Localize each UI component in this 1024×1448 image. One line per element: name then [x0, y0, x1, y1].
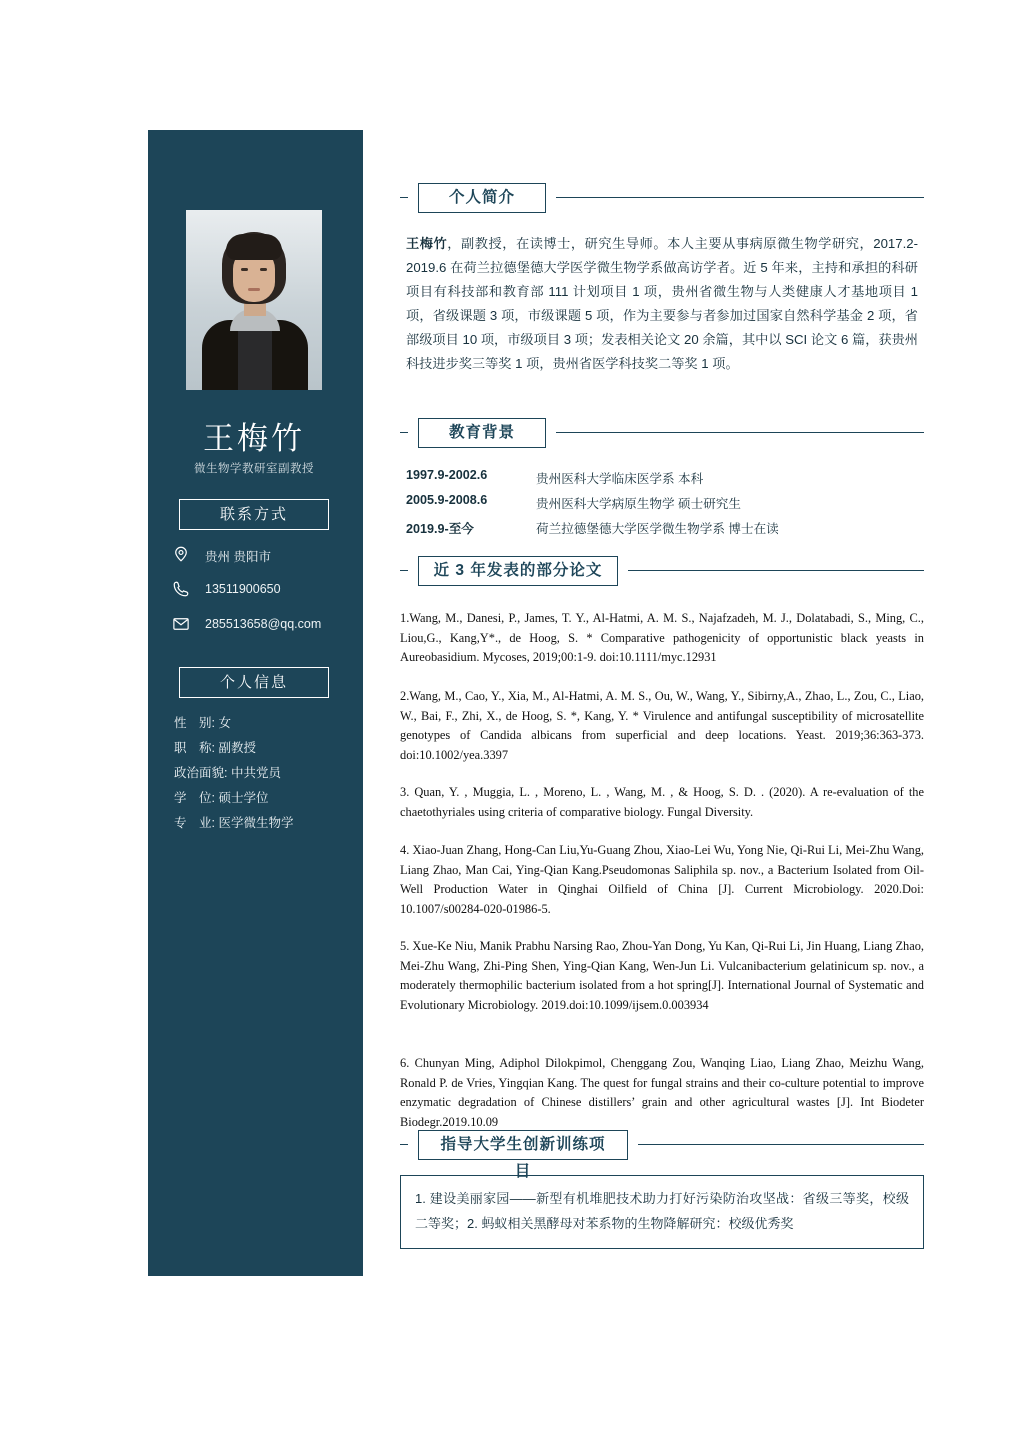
contact-heading: 联系方式	[179, 499, 329, 530]
section-profile-heading	[400, 183, 924, 213]
info-degree	[174, 788, 360, 806]
info-gender-value: 女	[218, 716, 231, 730]
personal-info-heading: 个人信息	[179, 667, 329, 698]
info-gender	[174, 713, 360, 731]
info-degree-value: 硕士学位	[218, 791, 269, 805]
education-desc: 贵州医科大学病原生物学 硕士研究生	[536, 497, 741, 511]
info-rank	[174, 738, 360, 756]
education-heading-label: 教育背景	[418, 418, 546, 448]
projects-box	[400, 1175, 924, 1249]
contact-phone	[172, 580, 362, 602]
projects-heading-label: 指导大学生创新训练项目	[418, 1130, 628, 1160]
education-date: 2005.9-2008.6	[406, 493, 488, 507]
education-date: 1997.9-2002.6	[406, 468, 488, 482]
person-title: 微生物学教研室副教授	[194, 463, 314, 475]
projects-text: 1. 建设美丽家园——新型有机堆肥技术助力打好污染防治攻坚战：省级三等奖，校级二等奖；2. 蚂蚁相关黑酵母对苯系物的生物降解研究：校级优秀奖	[415, 1191, 909, 1231]
education-desc: 荷兰拉德堡德大学医学微生物学系 博士在读	[536, 522, 779, 536]
info-degree-label: 学 位:	[174, 791, 215, 805]
avatar	[186, 210, 322, 390]
profile-name-inline: 王梅竹	[406, 236, 448, 251]
info-rank-value: 副教授	[218, 741, 256, 755]
location-pin-icon	[172, 545, 192, 565]
section-education-heading	[400, 418, 924, 448]
profile-paragraph	[406, 232, 918, 376]
contact-location	[172, 545, 362, 567]
section-projects-heading	[400, 1130, 924, 1180]
education-desc: 贵州医科大学临床医学系 本科	[536, 472, 704, 486]
sidebar-accent-line	[360, 130, 363, 1276]
contact-phone-text: 13511900650	[205, 582, 281, 596]
papers-heading-label: 近 3 年发表的部分论文	[418, 556, 618, 586]
profile-body: ，副教授，在读博士，研究生导师。本人主要从事病原微生物学研究，2017.2-2019.6 在荷兰拉德堡德大学医学微生物学系做高访学者。近 5 年来，主持和承担的科研项目有科技部和教育部 111 计划项目 1 项，贵州省微生物与人类健康人才基地项目 1 项，省级课题 3 项，市级课题 5 项，作为主要参与者参加过国家自然科学基金 2 项，省部级项目 10 项，市级项目 3 项；发表相关论文 20 余篇，其中以 SCI 论文 6 篇，获贵州科技进步奖三等奖 1 项，贵州省医学科技奖二等奖 1 项。	[406, 236, 918, 371]
paper-item: 4. Xiao-Juan Zhang, Hong-Can Liu,Yu-Guang Zhou, Xiao-Lei Wu, Yong Nie, Qi‐Rui Li, Mei-Zhu Wang, Liang Zhao, Man Cai, Ying-Qian Kang.Pseudomonas Saliphila sp. nov., a Bacterium Isolated from Oil-Well Production Water in Qinghai Oilfield of China [J]. Current Microbiology. 2020.Doi: 10.1007/s00284-020-01986-5.	[400, 843, 924, 916]
person-name: 王梅竹	[203, 421, 305, 456]
info-political	[174, 763, 360, 781]
phone-icon	[172, 580, 192, 600]
info-gender-label: 性 别:	[174, 716, 215, 730]
contact-location-text: 贵州 贵阳市	[205, 550, 271, 564]
education-date: 2019.9-至今	[406, 522, 474, 536]
paper-item: 2.Wang, M., Cao, Y., Xia, M., Al‐Hatmi, A. M. S., Ou, W., Wang, Y., Sibirny,A., Zhao, L., Zou, C., Liao, W., Bai, F., Zhi, X., de Hoog, S. *, Kang, Y. * Virulence and antifungal susceptibility of microsatellite genotypes of Candida albicans from superficial and deep locations. Yeast. 2019;36:363-373. doi:10.1002/yea.3397	[400, 689, 924, 762]
info-political-value: 中共党员	[230, 766, 281, 780]
paper-item: 6. Chunyan Ming, Adiphol Dilokpimol, Chenggang Zou, Wanqing Liao, Liang Zhao, Meizhu Wang, Ronald P. de Vries, Yingqian Kang. The quest for fungal strains and their co-culture potential to improve enzymatic degradation of Chinese distillers’ grain and other agricultural wastes [J]. Int Biodeter Biodegr.2019.10.09	[400, 1056, 924, 1129]
contact-email	[172, 615, 362, 637]
info-major-value: 医学微生物学	[218, 816, 294, 830]
profile-heading-label: 个人简介	[418, 183, 546, 213]
paper-item: 3. Quan, Y. , Muggia, L. , Moreno, L. , Wang, M. , & Hoog, S. D. . (2020). A re-evaluation of the chaetothyriales using criteria of comparative biology. Fungal Diversity.	[400, 785, 924, 819]
paper-item: 5. Xue-Ke Niu, Manik Prabhu Narsing Rao, Zhou-Yan Dong, Yu Kan, Qi-Rui Li, Jin Huang, Liang Zhao, Mei-Zhu Wang, Zhi-Ping Shen, Ying-Qian Kang, Wen-Jun Li. Vulcanibacterium gelatinicum sp. nov., a moderately thermophilic bacterium isolated from a hot spring[J]. International Journal of Systematic and Evolutionary Microbiology. 2019.doi:10.1099/ijsem.0.003934	[400, 939, 924, 1012]
info-major	[174, 813, 360, 831]
envelope-icon	[172, 615, 192, 635]
contact-email-text: 285513658@qq.com	[205, 617, 322, 631]
main-content	[392, 0, 932, 1448]
section-papers-heading	[400, 556, 924, 586]
sidebar-panel	[148, 130, 360, 1276]
info-political-label: 政治面貌:	[174, 766, 228, 780]
paper-item: 1.Wang, M., Danesi, P., James, T. Y., Al‐Hatmi, A. M. S., Najafzadeh, M. J., Dolatabadi, S., Ming, C., Liou,G., Kang,Y*., de Hoog, S. * Comparative pathogenicity of opportunistic black yeasts in Aureobasidium. Mycoses, 2019;00:1-9. doi:10.1111/myc.12931	[400, 611, 924, 664]
info-major-label: 专 业:	[174, 816, 215, 830]
info-rank-label: 职 称:	[174, 741, 215, 755]
